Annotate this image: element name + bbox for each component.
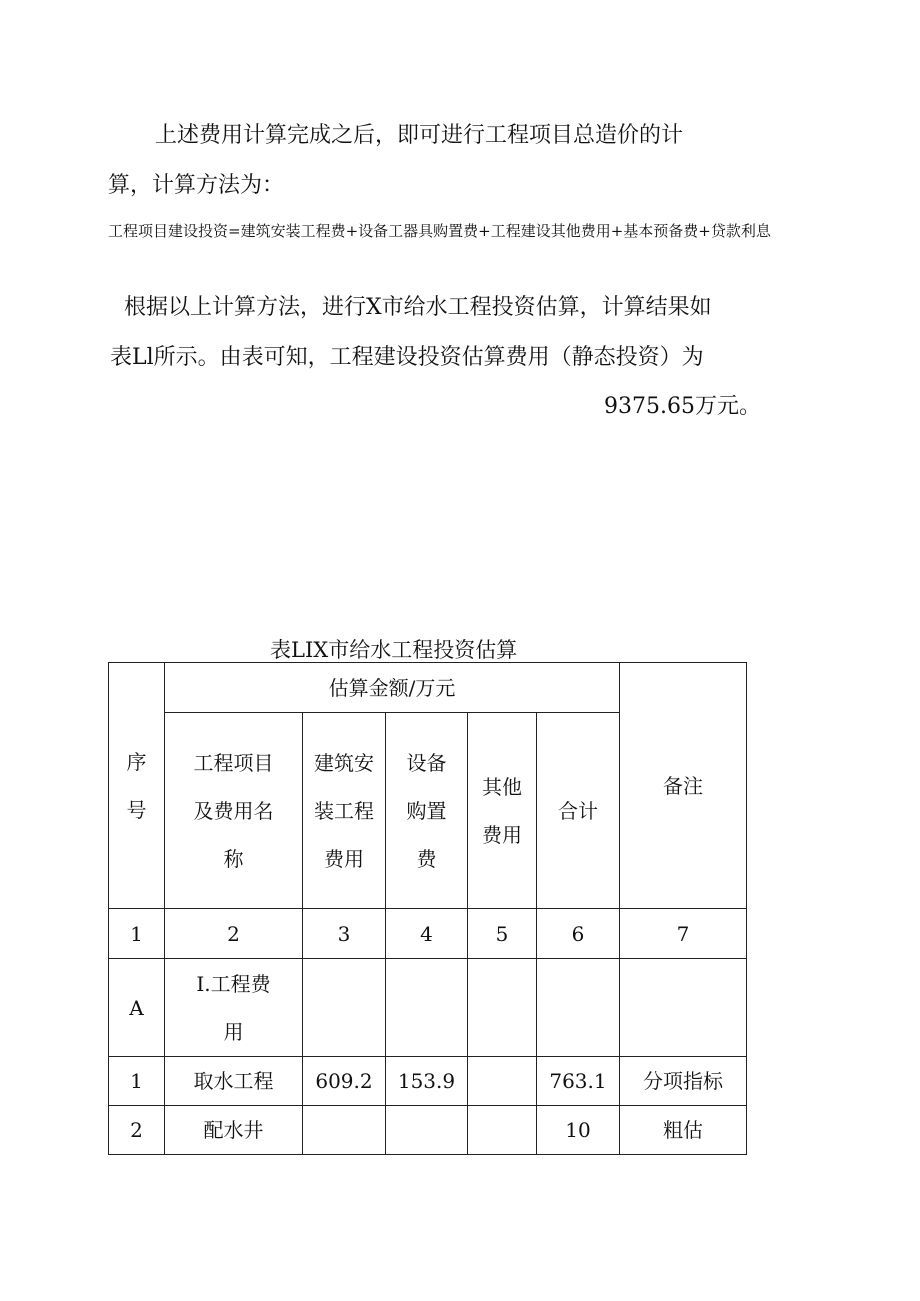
row-equip <box>386 1106 468 1155</box>
index-cell: 5 <box>468 909 537 959</box>
header-build: 建筑安 装工程 费用 <box>303 713 386 909</box>
index-cell: 2 <box>165 909 303 959</box>
paragraph-line-4: 表Ll所示。由表可知，工程建设投资估算费用（静态投资）为 <box>110 345 704 370</box>
row-remark <box>620 959 747 1057</box>
row-other <box>468 1106 537 1155</box>
row-seq: 2 <box>109 1106 165 1155</box>
header-seq: 序 号 <box>109 663 165 909</box>
row-item: 配水井 <box>165 1106 303 1155</box>
index-cell: 6 <box>537 909 620 959</box>
row-build <box>303 1106 386 1155</box>
row-seq: 1 <box>109 1057 165 1106</box>
index-cell: 4 <box>386 909 468 959</box>
header-estimate-group: 估算金额/万元 <box>165 663 620 713</box>
header-remark: 备注 <box>620 663 747 909</box>
index-cell: 3 <box>303 909 386 959</box>
row-total: 10 <box>537 1106 620 1155</box>
index-cell: 7 <box>620 909 747 959</box>
paragraph-line-1: 上述费用计算完成之后，即可进行工程项目总造价的计 <box>155 123 684 148</box>
row-other <box>468 1057 537 1106</box>
row-build: 609.2 <box>303 1057 386 1106</box>
paragraph-line-3: 根据以上计算方法，进行X市给水工程投资估算，计算结果如 <box>124 295 712 320</box>
table-row <box>109 1057 747 1106</box>
table-header-row-1 <box>109 663 747 713</box>
table-row <box>109 1106 747 1155</box>
row-equip <box>386 959 468 1057</box>
header-equip: 设备 购置 费 <box>386 713 468 909</box>
row-equip: 153.9 <box>386 1057 468 1106</box>
paragraph-line-2: 算，计算方法为： <box>108 173 285 198</box>
row-remark: 粗估 <box>620 1106 747 1155</box>
formula-text: 工程项目建设投资=建筑安装工程费+设备工器具购置费+工程建设其他费用+基本预备费+贷款利息 <box>108 222 771 240</box>
header-item: 工程项目 及费用名 称 <box>165 713 303 909</box>
row-build <box>303 959 386 1057</box>
row-other <box>468 959 537 1057</box>
row-remark: 分项指标 <box>620 1057 747 1106</box>
paragraph-line-5: 9375.65万元。 <box>604 394 761 419</box>
row-item: 取水工程 <box>165 1057 303 1106</box>
row-item: I.工程费 用 <box>165 959 303 1057</box>
header-other: 其他 费用 <box>468 713 537 909</box>
table-caption: 表LIX市给水工程投资估算 <box>270 638 518 662</box>
investment-estimate-table <box>108 662 747 1155</box>
index-cell: 1 <box>109 909 165 959</box>
header-total: 合计 <box>537 713 620 909</box>
table-index-row <box>109 909 747 959</box>
table-row-a <box>109 959 747 1057</box>
row-total <box>537 959 620 1057</box>
row-seq: A <box>109 959 165 1057</box>
row-total: 763.1 <box>537 1057 620 1106</box>
